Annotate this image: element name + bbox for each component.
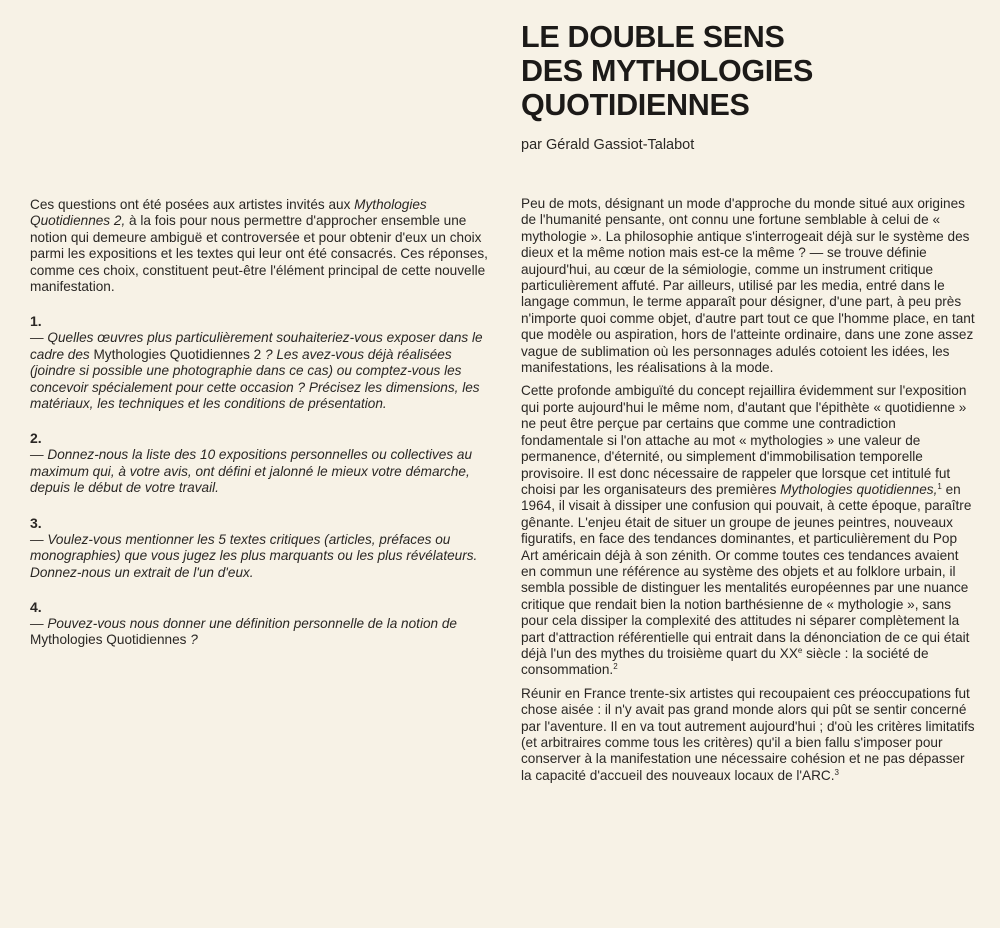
footnote-ref-1: 1 — [937, 481, 942, 491]
body-text: Réunir en France trente-six artistes qui recoupaient ces préoccupations fut chose aisée : il n'y avait pas grand monde alors qui pût se sentir concerné par l'aventure. Il en va tout autrement aujourd'hui ; d'où les critères limitatifs (et arbitraires comme tous les critères) qu'il a bien fallu s'imposer pour conserver à la manifestation une nécessaire cohésion et ne pas dépasser la capacité d'accueil des nouveaux locaux de l'ARC. — [521, 685, 975, 783]
article-title — [521, 20, 813, 122]
footnote-ref-2: 2 — [613, 662, 618, 672]
question-number: 4. — [30, 598, 42, 615]
question-title-roman: Mythologies Quotidiennes — [30, 632, 187, 648]
body-title-italic: Mythologies quotidiennes, — [780, 481, 938, 497]
byline: par Gérald Gassiot-Talabot — [521, 137, 695, 153]
question-number: 3. — [30, 514, 42, 531]
intro-text-a: Ces questions ont été posées aux artistes invités aux — [30, 197, 355, 212]
title-line: QUOTIDIENNES — [521, 88, 750, 122]
body-text: en 1964, il visait à dissiper une confusion qui pouvait, à cette époque, paraître gênante. L'enjeu était de situer un groupe de jeunes peintres, nouveaux figuratifs, en face des tendances dominantes, et particulièrement du Pop Art américain déjà à son zénith. Or comme toutes ces tendances avaient en commun une référence au système des objets et au folklore urbain, il sembla possible de distinguer les mentalités européennes par une nuance critique que rendait bien la notion barthésienne de « mythologie », sans pour cela dissiper la complexité des attitudes ni séparer complètement la part d'attraction référentielle qui entrait dans la dénonciation de ce qui était déjà l'un des mythes du troisième quart du XX — [521, 481, 972, 661]
question-text — [30, 616, 498, 649]
question-text-b: ? — [186, 632, 198, 648]
question-text — [30, 330, 498, 412]
question-text: — Donnez-nous la liste des 10 expositions personnelles ou collectives au maximum qui, à votre avis, ont défini et jalonné le mieux votre démarche, depuis le début de votre travail. — [30, 447, 473, 496]
body-paragraph-3 — [521, 686, 976, 784]
question-number: 2. — [30, 430, 42, 447]
intro-paragraph — [30, 197, 498, 295]
title-line: DES MYTHOLOGIES — [521, 54, 814, 88]
question-text-b: ? Les avez-vous déjà réalisées (joindre si possible une photographie dans ce cas) ou comptez-vous les concevoir spécialement pour cette occasion ? Précisez les dimensions, les matériaux, les techniques et les conditions de présentation. — [30, 346, 480, 412]
questions-column — [30, 197, 498, 649]
question-text-a: — Pouvez-vous nous donner une définition personnelle de la notion de — [30, 615, 457, 631]
body-paragraph-1: Peu de mots, désignant un mode d'approche du monde situé aux origines de l'humanité pensante, ont connu une fortune semblable à celui de « mythologie ». La philosophie antique s'interrogeait déjà sur le système des dieux et la même notion mais est-ce la même ? — se trouve définie aujourd'hui, au cœur de la sémiologie, comme un instrument critique particulièrement affuté. Par ailleurs, utilisé par les media, entré dans le langage commun, le terme apparaît pour désigner, d'une part, à peu près n'importe quoi comme objet, d'autre part tout ce que l'homme place, en tant que modèle ou aspiration, hors de l'atteinte ordinaire, dans une zone assez vague de sublimation où les personnages adulés cotoient les idées, les manifestations, les réalisations à la mode. — [521, 196, 975, 376]
question-number: 1. — [30, 313, 42, 330]
century-superscript: e — [797, 645, 803, 655]
intro-title-italic: Mythologies Quotidiennes 2, — [30, 197, 427, 229]
question-2 — [30, 430, 498, 496]
intro-text-b: à la fois pour nous permettre d'approcher ensemble une notion qui demeure ambiguë et controversée et pour obtenir d'eux un choix parmi les expositions et les textes qui leur ont été consacrés. Ces réponses, comme ces choix, constituent peut-être l'élément principal de cette nouvelle manifestation. — [30, 213, 488, 295]
question-text-a: — Quelles œuvres plus particulièrement souhaiteriez-vous exposer dans le cadre des — [30, 330, 483, 362]
body-text: siècle : la société de consommation. — [521, 645, 929, 678]
question-1 — [30, 313, 498, 412]
question-4 — [30, 599, 498, 649]
body-paragraph-2 — [521, 383, 976, 678]
article-column — [521, 196, 976, 784]
question-title-roman: Mythologies Quotidiennes 2 — [93, 346, 262, 362]
body-text: Cette profonde ambiguïté du concept rejaillira évidemment sur l'exposition qui porte aujourd'hui le même nom, d'autant que l'épithète « quotidienne » ne peut être perçue par certains que comme une contradiction fondamentale si l'on attache au mot « mythologies » une valeur de permanence, d'éternité, ou simplement d'immobilisation temporelle provisoire. Il est donc nécessaire de rappeler que lorsque cet intitulé fut choisi par les organisateurs des premières — [521, 383, 967, 497]
footnote-ref-3: 3 — [834, 767, 839, 777]
question-text: — Voulez-vous mentionner les 5 textes critiques (articles, préfaces ou monographies) que vous jugez les plus marquants ou les plus révélateurs. Donnez-nous un extrait de l'un d'eux. — [30, 531, 478, 580]
title-line: LE DOUBLE SENS — [521, 20, 785, 54]
question-3 — [30, 515, 498, 581]
